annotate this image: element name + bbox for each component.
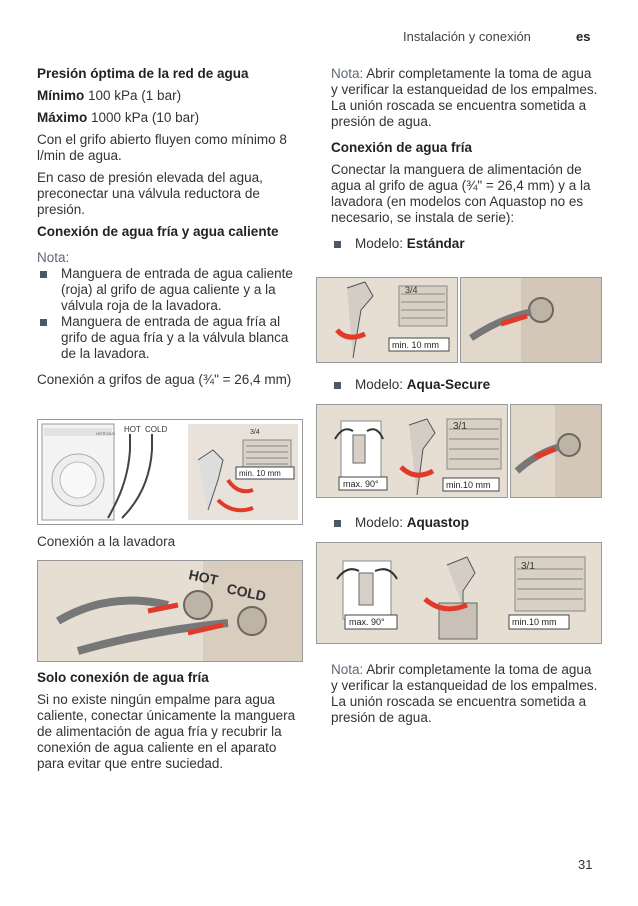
thread-label: 3/4: [250, 429, 260, 436]
small-hot-label: HOT: [96, 431, 105, 436]
model-prefix: Modelo:: [355, 377, 404, 392]
max-angle-label: max. 90°: [349, 617, 385, 627]
heading-cold-connection: Conexión de agua fría: [331, 140, 473, 155]
left-column: [37, 66, 305, 394]
min-pressure: [37, 88, 305, 104]
model-prefix: Modelo:: [355, 236, 404, 251]
note-label: Nota:: [331, 662, 364, 677]
model-standard: [331, 236, 599, 252]
list-item: Manguera de entrada de agua caliente (roja) al grifo de agua caliente y a la válvula roja de la lavadora.: [37, 266, 305, 314]
model-name: Aquastop: [406, 515, 470, 530]
min-label: Mínimo: [37, 88, 85, 103]
max-angle-label: max. 90°: [343, 479, 379, 489]
thread-label: 3/1: [453, 421, 467, 432]
min-value: 100 kPa (1 bar): [88, 88, 182, 103]
note-open-tap-2: [331, 662, 599, 726]
model-aqua-secure: [331, 377, 599, 393]
note-label: Nota:: [331, 66, 364, 81]
max-pressure: [37, 110, 305, 126]
hot-inlet-label: HOT: [187, 566, 220, 589]
model-aquastop: [331, 515, 599, 531]
figure-tap-connection: [37, 419, 303, 525]
figure-standard-washer: [460, 277, 602, 363]
min-distance-label: min. 10 mm: [392, 340, 440, 350]
thread-label: 3/4: [405, 285, 418, 295]
list-item: Manguera de entrada de agua fría al grifo de agua fría y a la válvula blanca de la lavadora.: [37, 314, 305, 362]
cold-label: COLD: [145, 425, 168, 434]
note-bullet-list: [37, 266, 305, 362]
heading-cold-only: Solo conexión de agua fría: [37, 670, 209, 685]
model-name: Estándar: [406, 236, 465, 251]
model-prefix: Modelo:: [355, 515, 404, 530]
paragraph-cold-only: Si no existe ningún empalme para agua caliente, conectar únicamente la manguera de alimentación de agua fría y recubrir la conexión de agua caliente en el aparato para evitar que entre suciedad.: [37, 692, 296, 771]
note-open-tap: [331, 66, 599, 130]
heading-optimal-pressure: Presión óptima de la red de agua: [37, 66, 249, 81]
note-text: Abrir completamente la toma de agua y verificar la estanqueidad de los empalmes. La unión roscada se encuentra sometida a presión de agua.: [331, 66, 598, 129]
left-column-lower-a: [37, 534, 305, 556]
min-distance-label: min.10 mm: [446, 480, 491, 490]
section-title: Instalación y conexión: [403, 29, 531, 44]
model-name: Aqua-Secure: [406, 377, 491, 392]
cold-inlet-label: COLD: [225, 580, 268, 605]
max-label: Máximo: [37, 110, 88, 125]
figure-washer-inlets: [37, 560, 303, 662]
note-label: Nota:: [37, 250, 70, 265]
right-column-model2: [331, 377, 599, 403]
page-number: 31: [578, 857, 593, 872]
page-header: [0, 29, 638, 49]
max-value: 1000 kPa (10 bar): [91, 110, 200, 125]
min-distance-label: min. 10 mm: [239, 469, 281, 478]
left-column-lower-b: [37, 670, 305, 778]
paragraph-cold-connection: Conectar la manguera de alimentación de agua al grifo de agua (¾" = 26,4 mm) y a la lavadora (en modelos con Aquastop no es necesario, se instala de serie):: [331, 162, 591, 225]
paragraph-pressure-reducer: En caso de presión elevada del agua, preconectar una válvula reductora de presión.: [37, 170, 263, 217]
paragraph-washer-connection: Conexión a la lavadora: [37, 534, 176, 549]
thread-label: 3/1: [521, 561, 535, 572]
figure-aqua-secure-tap: [316, 404, 508, 498]
heading-cold-hot-connection: Conexión de agua fría y agua caliente: [37, 224, 279, 239]
right-column-note2: [331, 662, 599, 732]
figure-aquastop: [316, 542, 602, 644]
right-column: [331, 66, 599, 262]
right-column-model3: [331, 515, 599, 541]
hot-label: HOT: [124, 425, 141, 434]
figure-aqua-secure-washer: [510, 404, 602, 498]
paragraph-flow: Con el grifo abierto fluyen como mínimo 8 l/min de agua.: [37, 132, 287, 163]
paragraph-tap-connection: Conexión a grifos de agua (¾" = 26,4 mm): [37, 372, 292, 387]
small-cold-label: COLD: [104, 431, 116, 436]
note-text: Abrir completamente la toma de agua y verificar la estanqueidad de los empalmes. La unión roscada se encuentra sometida a presión de agua.: [331, 662, 598, 725]
min-distance-label: min.10 mm: [512, 617, 557, 627]
figure-standard-tap: [316, 277, 458, 363]
language-code: es: [576, 29, 591, 44]
